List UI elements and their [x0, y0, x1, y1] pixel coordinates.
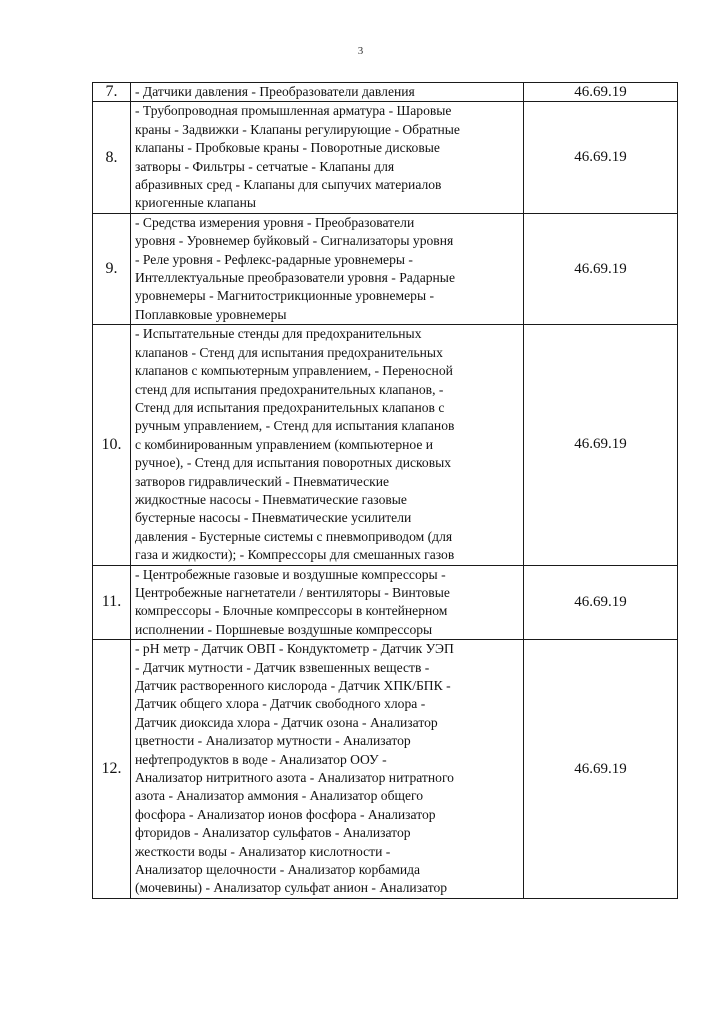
- product-description: [131, 102, 524, 213]
- description-line: ручным управлением, - Стенд для испытания клапанов: [135, 418, 455, 434]
- description-line: краны - Задвижки - Клапаны регулирующие - Обратные: [135, 121, 460, 137]
- table-row: [93, 213, 678, 324]
- description-line: - Испытательные стенды для предохранительных: [135, 326, 422, 342]
- description-line: давления - Бустерные системы с пневмоприводом (для: [135, 528, 453, 544]
- description-line: цветности - Анализатор мутности - Анализатор: [135, 733, 411, 749]
- product-description: [131, 83, 524, 102]
- product-description: [131, 565, 524, 640]
- description-line: жидкостные насосы - Пневматические газовые: [135, 491, 407, 507]
- description-line: газа и жидкости); - Компрессоры для смешанных газов: [135, 547, 455, 563]
- table-row: [93, 325, 678, 565]
- row-number: 7.: [93, 83, 131, 102]
- description-line: фосфора - Анализатор ионов фосфора - Анализатор: [135, 806, 436, 822]
- description-line: (мочевины) - Анализатор сульфат анион - Анализатор: [135, 880, 448, 896]
- description-line: Анализатор нитритного азота - Анализатор нитратного: [135, 770, 454, 786]
- description-line: Датчик общего хлора - Датчик свободного хлора -: [135, 696, 426, 712]
- okved-code: 46.69.19: [524, 102, 678, 213]
- description-line: абразивных сред - Клапаны для сыпучих материалов: [135, 177, 442, 193]
- description-line: Стенд для испытания предохранительных клапанов с: [135, 399, 445, 415]
- description-line: уровня - Уровнемер буйковый - Сигнализаторы уровня: [135, 233, 454, 249]
- row-number: 8.: [93, 102, 131, 213]
- products-table: [92, 82, 678, 899]
- description-line: - Датчик мутности - Датчик взвешенных веществ -: [135, 659, 430, 675]
- description-line: Центробежные нагнетатели / вентиляторы - Винтовые: [135, 584, 450, 600]
- description-line: затворы - Фильтры - сетчатые - Клапаны для: [135, 158, 395, 174]
- row-number: 9.: [93, 213, 131, 324]
- description-line: Датчик растворенного кислорода - Датчик ХПК/БПК -: [135, 678, 451, 693]
- table-row: [93, 565, 678, 640]
- description-line: исполнении - Поршневые воздушные компрессоры: [135, 621, 433, 637]
- table-row: [93, 640, 678, 899]
- row-number: 11.: [93, 565, 131, 640]
- description-line: - Трубопроводная промышленная арматура - Шаровые: [135, 103, 452, 119]
- product-description: [131, 640, 524, 899]
- description-line: клапанов с компьютерным управлением, - Переносной: [135, 363, 453, 379]
- description-line: криогенные клапаны: [135, 195, 256, 211]
- product-description: [131, 213, 524, 324]
- description-line: фторидов - Анализатор сульфатов - Анализатор: [135, 825, 411, 841]
- okved-code: 46.69.19: [524, 325, 678, 565]
- description-line: - Датчики давления - Преобразователи давления: [135, 84, 415, 99]
- description-line: Интеллектуальные преобразователи уровня - Радарные: [135, 270, 455, 286]
- description-line: - Средства измерения уровня - Преобразователи: [135, 214, 415, 230]
- description-line: с комбинированным управлением (компьютерное и: [135, 436, 434, 452]
- description-line: клапаны - Пробковые краны - Поворотные дисковые: [135, 140, 440, 156]
- row-number: 10.: [93, 325, 131, 565]
- products-table-body: [93, 83, 678, 899]
- description-line: жесткости воды - Анализатор кислотности -: [135, 843, 391, 859]
- product-description: [131, 325, 524, 565]
- description-line: Анализатор щелочности - Анализатор корбамида: [135, 862, 421, 878]
- okved-code: 46.69.19: [524, 565, 678, 640]
- description-line: стенд для испытания предохранительных клапанов, -: [135, 381, 444, 397]
- table-row: [93, 102, 678, 213]
- okved-code: 46.69.19: [524, 640, 678, 899]
- description-line: - Центробежные газовые и воздушные компрессоры -: [135, 566, 446, 582]
- description-line: Датчик диоксида хлора - Датчик озона - Анализатор: [135, 714, 438, 730]
- description-line: бустерные насосы - Пневматические усилители: [135, 510, 412, 526]
- okved-code: 46.69.19: [524, 83, 678, 102]
- table-row: [93, 83, 678, 102]
- description-line: - Реле уровня - Рефлекс-радарные уровнемеры -: [135, 251, 413, 267]
- description-line: Поплавковые уровнемеры: [135, 306, 287, 322]
- description-line: компрессоры - Блочные компрессоры в контейнерном: [135, 603, 448, 619]
- description-line: уровнемеры - Магнитострикционные уровнемеры -: [135, 288, 435, 304]
- page-number: 3: [357, 45, 364, 57]
- description-line: клапанов - Стенд для испытания предохранительных: [135, 344, 443, 360]
- okved-code: 46.69.19: [524, 213, 678, 324]
- description-line: нефтепродуктов в воде - Анализатор ООУ -: [135, 751, 387, 767]
- description-line: - pH метр - Датчик ОВП - Кондуктометр - Датчик УЭП: [135, 641, 454, 657]
- description-line: азота - Анализатор аммония - Анализатор общего: [135, 788, 424, 804]
- description-line: ручное), - Стенд для испытания поворотных дисковых: [135, 455, 452, 471]
- description-line: затворов гидравлический - Пневматические: [135, 473, 390, 489]
- row-number: 12.: [93, 640, 131, 899]
